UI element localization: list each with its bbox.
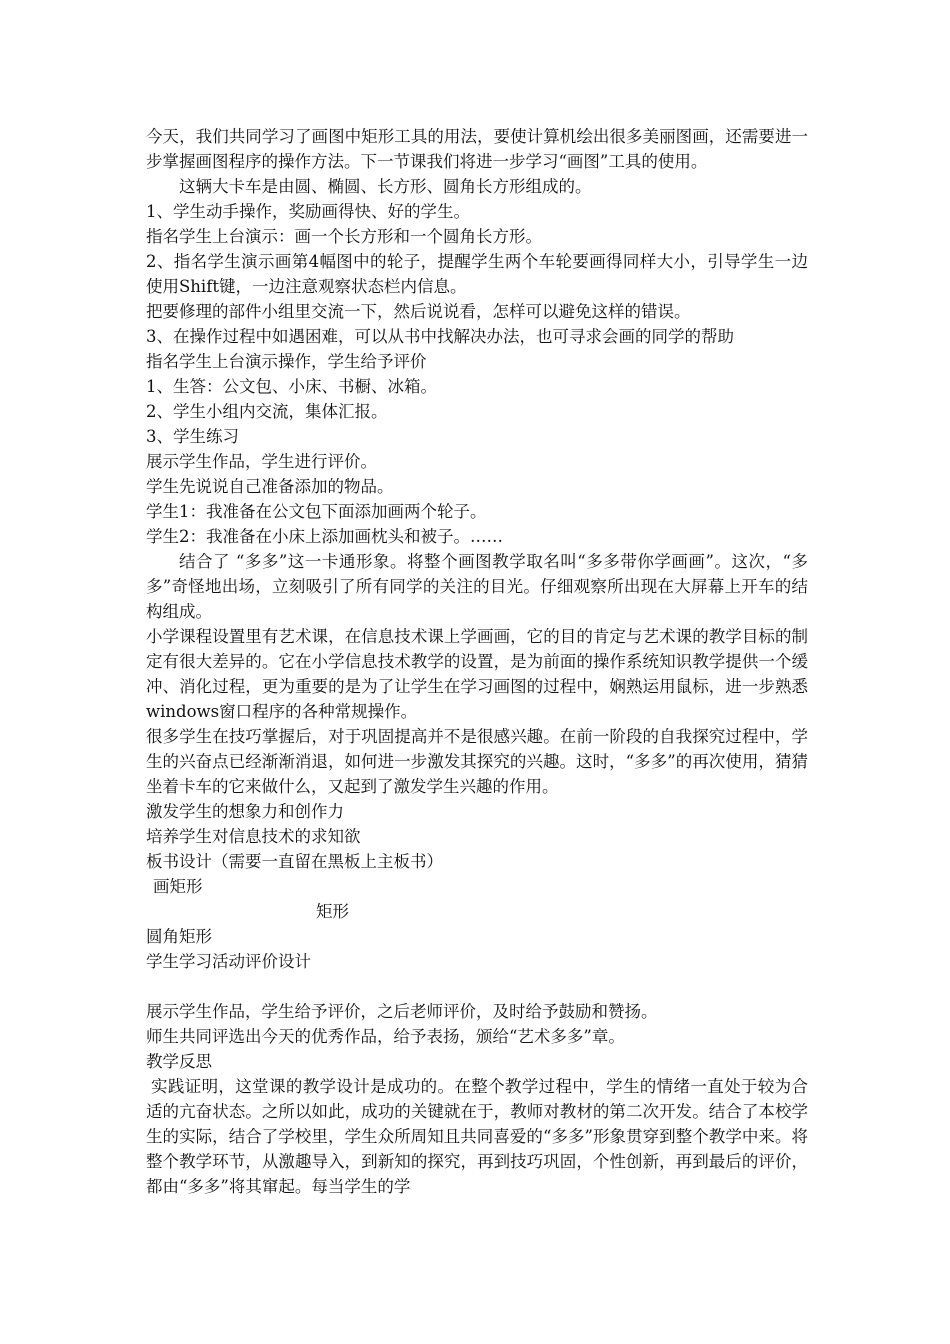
board-rounded-rectangle: 圆角矩形 — [146, 927, 212, 946]
paragraph-evaluation-1: 展示学生作品，学生给予评价，之后老师评价，及时给予鼓励和赞扬。 — [146, 1002, 658, 1021]
paragraph-answer-3: 3、学生练习 — [146, 427, 239, 446]
document-body — [146, 124, 808, 1199]
paragraph-goal-2: 培养学生对信息技术的求知欲 — [146, 827, 361, 846]
paragraph-reflection: 实践证明，这堂课的教学设计是成功的。在整个教学过程中，学生的情绪一直处于较为合适的亢奋状态。之所以如此，成功的关键就在于，教师对教材的第二次开发。结合了本校学生的实际，结合了学校里，学生众所周知且共同喜爱的“多多”形象贯穿到整个教学中来。将整个教学环节，从激趣导入，到新知的探究，再到技巧巩固，个性创新，再到最后的评价，都由“多多”将其窜起。每当学生的学 — [146, 1077, 808, 1196]
paragraph-reflection-heading: 教学反思 — [146, 1052, 212, 1071]
paragraph-student-2: 学生2：我准备在小床上添加画枕头和被子。…… — [146, 527, 503, 546]
paragraph-step-3: 3、在操作过程中如遇困难，可以从书中找解决办法，也可寻求会画的同学的帮助 — [146, 327, 734, 346]
paragraph-evaluation-2: 师生共同评选出今天的优秀作品，给予表扬，颁给“艺术多多”章。 — [146, 1027, 625, 1046]
blank-line — [146, 974, 808, 999]
paragraph-duoduo-intro: 结合了 “多多”这一卡通形象。将整个画图教学取名叫“多多带你学画画”。这次，“多多”奇怪地出场，立刻吸引了所有同学的关注的目光。仔细观察所出现在大屏幕上开车的结构组成。 — [146, 552, 808, 621]
paragraph-evaluation-design: 学生学习活动评价设计 — [146, 952, 311, 971]
paragraph-step-2: 2、指名学生演示画第4幅图中的轮子，提醒学生两个车轮要画得同样大小，引导学生一边使用Shift键，一边注意观察状态栏内信息。 — [146, 252, 808, 296]
paragraph-step-1: 1、学生动手操作，奖励画得快、好的学生。 — [146, 202, 470, 221]
paragraph-answer-1: 1、生答：公文包、小床、书橱、冰箱。 — [146, 377, 437, 396]
paragraph-interest: 很多学生在技巧掌握后，对于巩固提高并不是很感兴趣。在前一阶段的自我探究过程中，学生的兴奋点已经渐渐消退，如何进一步激发其探究的兴趣。这时，“多多”的再次使用，猜猜坐着卡车的它来做什么，又起到了激发学生兴趣的作用。 — [146, 727, 808, 796]
paragraph-student-1: 学生1：我准备在公文包下面添加画两个轮子。 — [146, 502, 487, 521]
board-rectangle: 矩形 — [316, 902, 349, 921]
board-title: 画矩形 — [153, 877, 203, 896]
paragraph-curriculum: 小学课程设置里有艺术课，在信息技术课上学画画，它的目的肯定与艺术课的教学目标的制定有很大差异的。它在小学信息技术教学的设置，是为前面的操作系统知识教学提供一个缓冲、消化过程，更为重要的是为了让学生在学习画图的过程中，娴熟运用鼠标，进一步熟悉windows窗口程序的各种常规操作。 — [146, 627, 808, 721]
paragraph-answer-2: 2、学生小组内交流，集体汇报。 — [146, 402, 388, 421]
paragraph-repair: 把要修理的部件小组里交流一下，然后说说看，怎样可以避免这样的错误。 — [146, 302, 691, 321]
paragraph-demo-2: 指名学生上台演示操作，学生给予评价 — [146, 352, 427, 371]
paragraph-summary: 今天，我们共同学习了画图中矩形工具的用法，要使计算机绘出很多美丽图画，还需要进一步掌握画图程序的操作方法。下一节课我们将进一步学习“画图”工具的使用。 — [146, 127, 808, 171]
paragraph-board-design: 板书设计（需要一直留在黑板上主板书） — [146, 852, 443, 871]
paragraph-show-work: 展示学生作品，学生进行评价。 — [146, 452, 377, 471]
paragraph-goal-1: 激发学生的想象力和创作力 — [146, 802, 344, 821]
paragraph-truck: 这辆大卡车是由圆、椭圆、长方形、圆角长方形组成的。 — [179, 177, 592, 196]
paragraph-demo-1: 指名学生上台演示：画一个长方形和一个圆角长方形。 — [146, 227, 542, 246]
paragraph-items: 学生先说说自己准备添加的物品。 — [146, 477, 394, 496]
